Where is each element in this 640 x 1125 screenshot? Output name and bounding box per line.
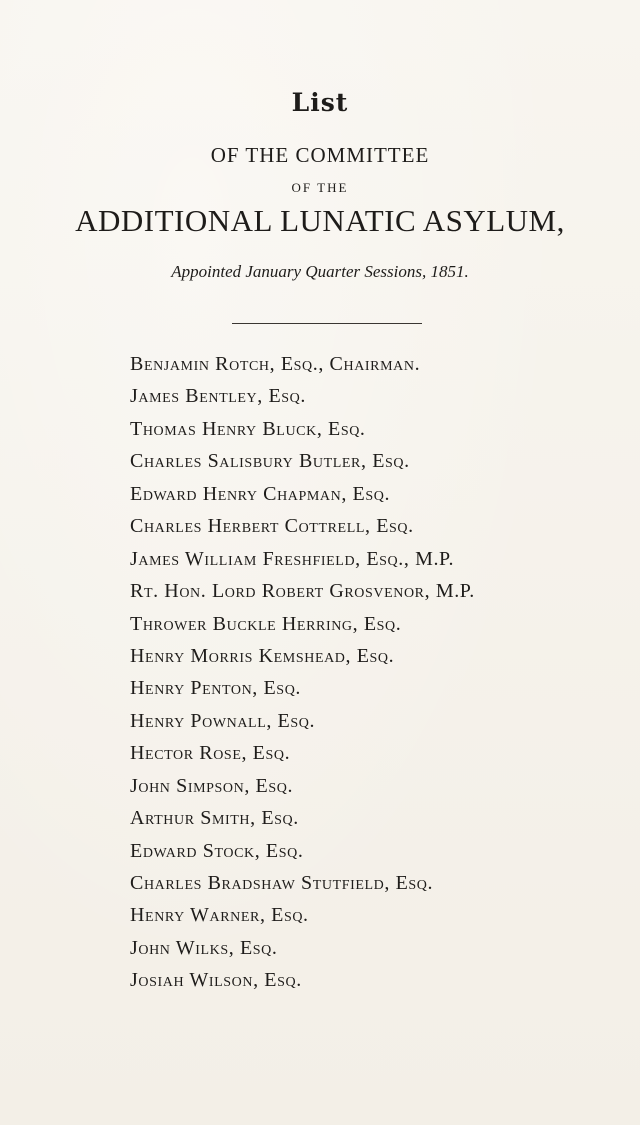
committee-member: John Simpson, Esq. xyxy=(130,774,294,797)
committee-member: Henry Penton, Esq. xyxy=(130,677,301,700)
committee-member: Thomas Henry Bluck, Esq. xyxy=(130,417,366,440)
committee-heading: OF THE COMMITTEE xyxy=(210,143,430,167)
committee-member: Benjamin Rotch, Esq., Chairman. xyxy=(130,353,421,375)
appointed-subheading: Appointed January Quarter Sessions, 1851. xyxy=(171,262,469,281)
committee-member: Thrower Buckle Herring, Esq. xyxy=(130,612,402,635)
committee-member: Charles Herbert Cottrell, Esq. xyxy=(130,515,414,538)
asylum-heading: ADDITIONAL LUNATIC ASYLUM, xyxy=(75,203,565,238)
of-the-heading: OF THE xyxy=(291,180,349,195)
divider-rule xyxy=(232,323,422,324)
committee-member-list xyxy=(130,348,475,997)
committee-member: James William Freshfield, Esq., M.P. xyxy=(130,547,455,570)
committee-member: Charles Salisbury Butler, Esq. xyxy=(130,450,410,473)
committee-member: Edward Henry Chapman, Esq. xyxy=(130,482,391,505)
committee-member: James Bentley, Esq. xyxy=(130,385,306,408)
committee-member: Henry Pownall, Esq. xyxy=(130,709,316,732)
committee-member: Henry Morris Kemshead, Esq. xyxy=(130,644,395,667)
committee-member: Charles Bradshaw Stutfield, Esq. xyxy=(130,872,434,894)
committee-member: Arthur Smith, Esq. xyxy=(130,807,299,830)
list-heading: List xyxy=(291,88,349,117)
committee-member: Hector Rose, Esq. xyxy=(130,742,291,765)
committee-member: Henry Warner, Esq. xyxy=(130,904,309,927)
committee-member: Edward Stock, Esq. xyxy=(130,839,304,862)
committee-member: Josiah Wilson, Esq. xyxy=(130,969,302,992)
committee-member: John Wilks, Esq. xyxy=(130,936,278,959)
committee-member: Rt. Hon. Lord Robert Grosvenor, M.P. xyxy=(130,580,475,603)
